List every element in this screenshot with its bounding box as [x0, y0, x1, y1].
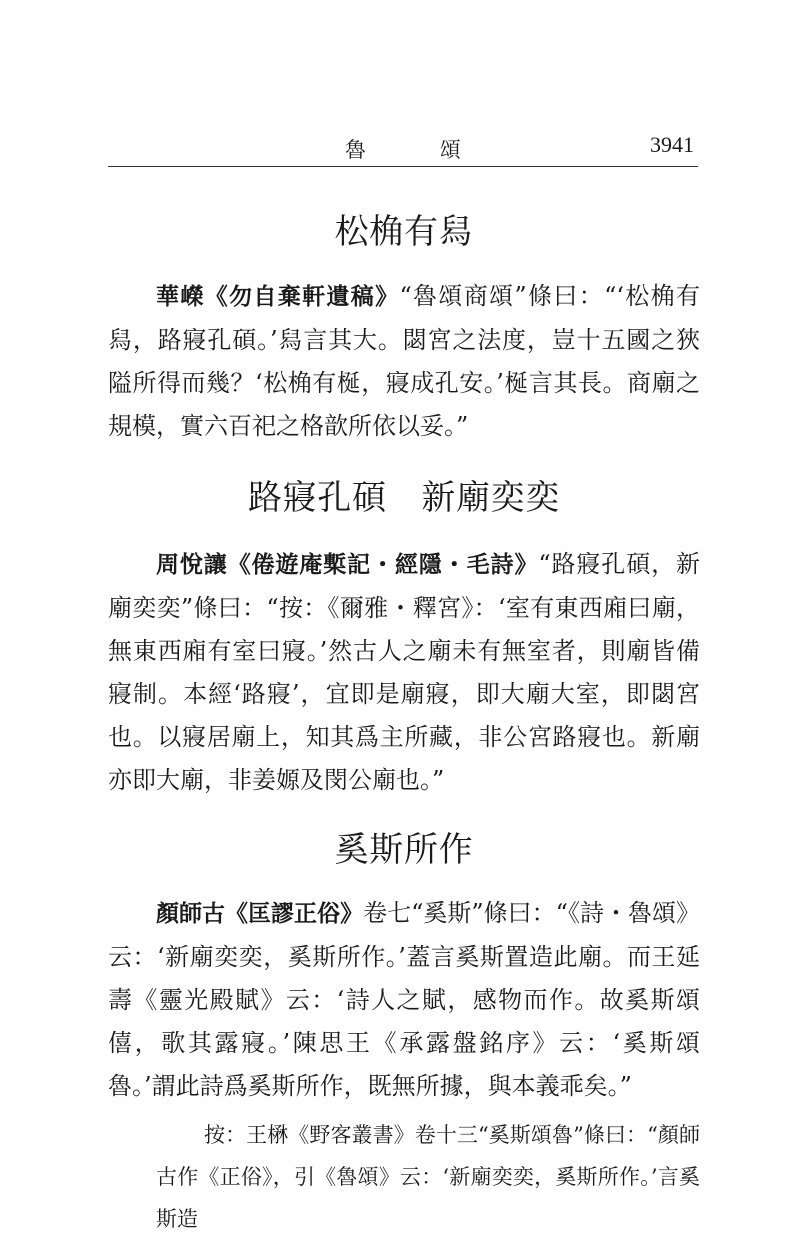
entry-paragraph [108, 275, 700, 448]
section-heading: 路寢孔碩 新廟奕奕 [247, 477, 561, 518]
entry-text: “路寢孔碩，新廟奕奕”條曰：“按：《爾雅・釋宮》：‘室有東西廂曰廟，無東西廂有室曰寢。’然古人之廟未有無室者，則廟皆備寢制。本經‘路寢’，宜即是廟寢，即大廟大室，即閟宮也。以寢居廟上，知其爲主所藏，非公宮路寢也。新廟亦即大廟，非姜嫄及閔公廟也。” [108, 549, 700, 794]
section-heading: 奚斯所作 [334, 829, 474, 870]
entry-text: 卷七“奚斯”條曰：“《詩・魯頌》云：‘新廟奕奕，奚斯所作。’蓋言奚斯置造此廟。而王延壽《靈光殿賦》云：‘詩人之賦，感物而作。故奚斯頌僖，歌其露寢。’陳思王《承露盤銘序》云：‘奚斯頌魯。’謂此詩爲奚斯所作，既無所據，與本義乖矣。” [108, 899, 701, 1101]
source-citation: 華嶸《勿自棄軒遺稿》 [156, 283, 400, 310]
source-citation: 周悅讓《倦遊庵槧記・經隱・毛詩》 [156, 551, 539, 578]
page-body [108, 212, 700, 1240]
section-lu-qin [108, 478, 700, 802]
source-citation: 顏師古《匡謬正俗》 [156, 901, 364, 928]
entry-paragraph [108, 892, 700, 1108]
section-song-jue [108, 212, 700, 448]
section-heading: 松桷有舄 [334, 212, 474, 252]
running-title: 魯 頌 [345, 138, 495, 162]
editor-note: 按：王楙《野客叢書》卷十三“奚斯頌魯”條曰：“顏師古作《正俗》，引《魯頌》云：‘新廟奕奕，奚斯所作。’言奚斯造 [156, 1123, 700, 1232]
running-header [108, 130, 698, 167]
entry-text: “魯頌商頌”條曰：“‘松桷有舄，路寢孔碩。’舄言其大。閟宮之法度，豈十五國之狹隘所得而幾？‘松桷有梴，寢成孔安。’梴言其長。商廟之規模，實六百祀之格歆所依以妥。” [108, 281, 700, 440]
section-xi-si [108, 830, 700, 1240]
entry-paragraph [108, 543, 700, 802]
page-number: 3941 [650, 132, 694, 157]
